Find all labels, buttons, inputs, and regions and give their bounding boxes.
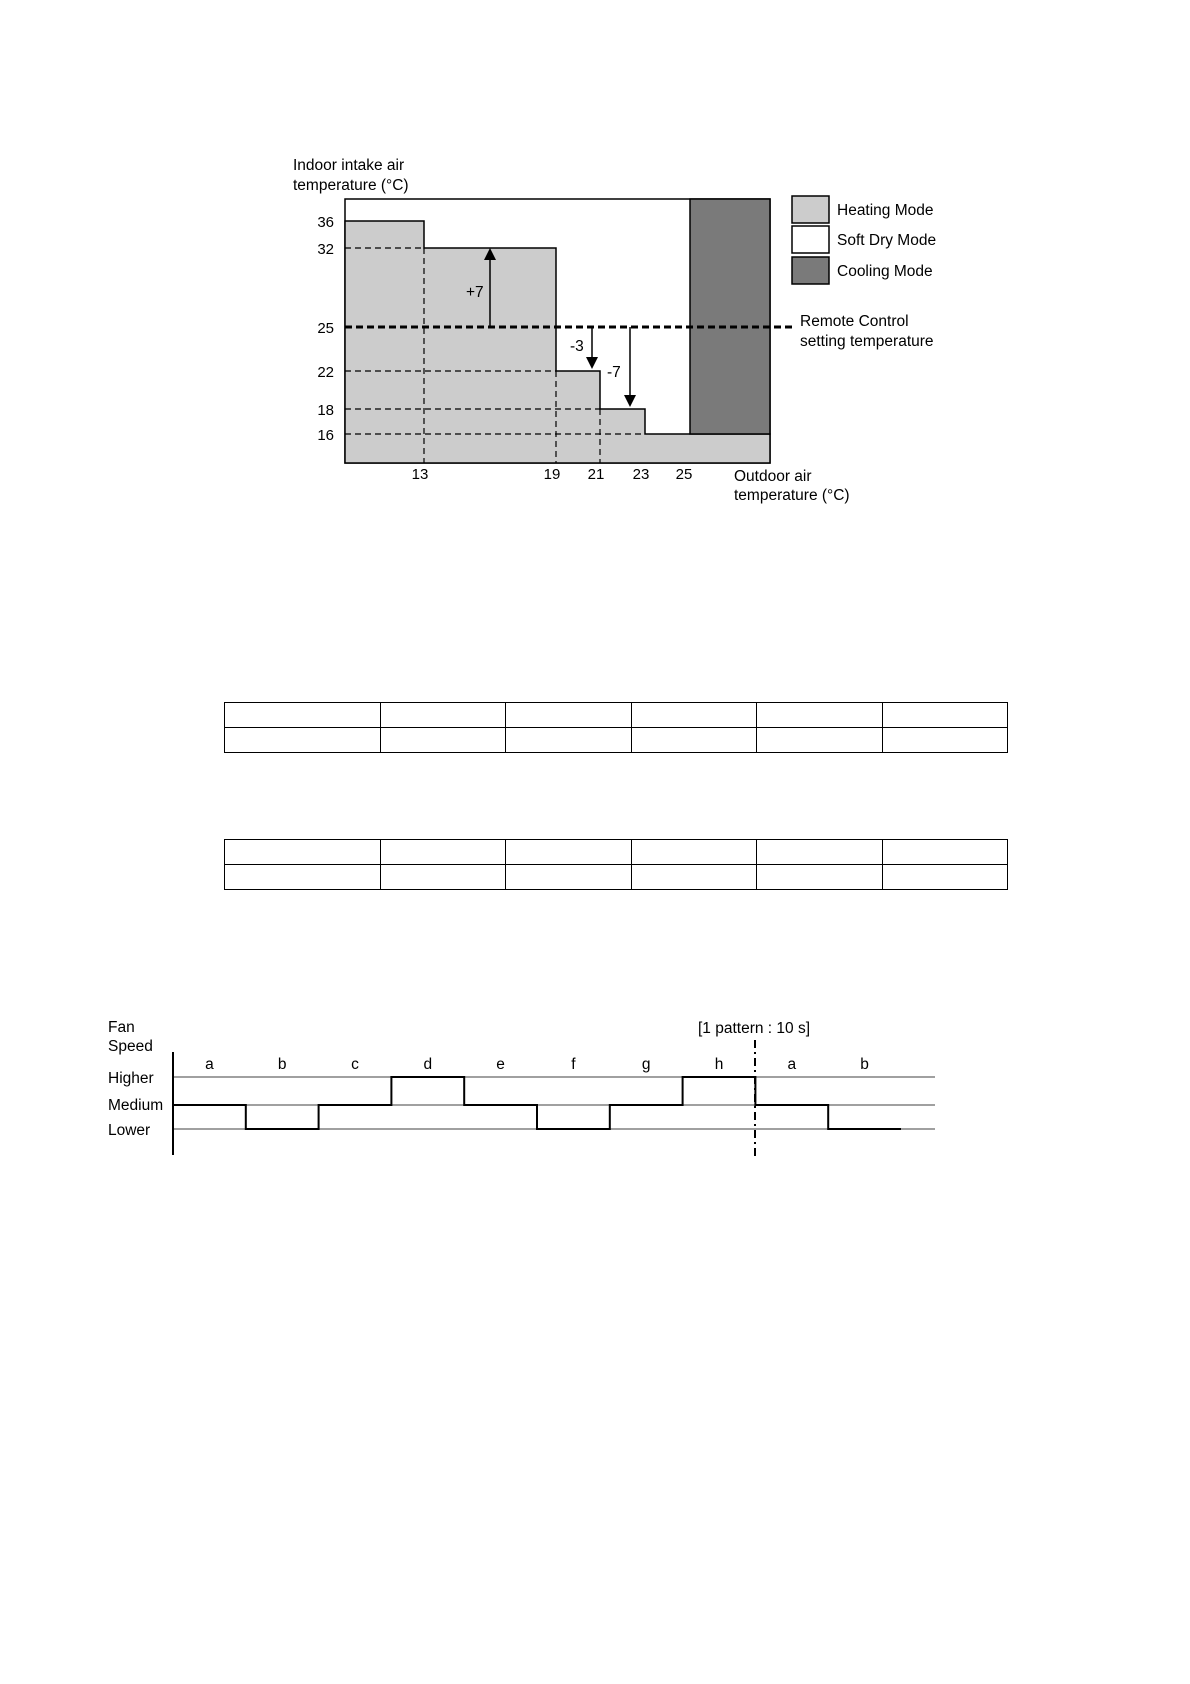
y-axis-label-line2: temperature (°C): [293, 177, 409, 194]
x-tick-labels: [412, 466, 693, 483]
fan-y-axis-label-line2: Speed: [108, 1038, 153, 1055]
table-cell: [225, 865, 381, 890]
table-cell: [381, 840, 506, 865]
table-cell: [882, 728, 1007, 753]
table-cell: [757, 703, 882, 728]
fan-speed-trace: [173, 1077, 901, 1129]
y-axis-label: Indoor intake air: [293, 157, 405, 174]
fan-segment-label: h: [714, 1056, 724, 1073]
fan-level-medium: Medium: [108, 1097, 164, 1114]
y-tick-labels: [317, 214, 334, 444]
fan-segment-label: d: [423, 1056, 433, 1073]
table-cell: [631, 703, 756, 728]
fan-segment-labels: [205, 1056, 869, 1073]
legend-swatch-cooling: [792, 257, 829, 284]
fan-speed-chart: [0, 1000, 1190, 1190]
table-cell: [225, 703, 381, 728]
table-1: [224, 702, 1008, 753]
fan-segment-label: g: [641, 1056, 651, 1073]
table-cell: [631, 865, 756, 890]
table-cell: [882, 703, 1007, 728]
legend: [792, 196, 936, 284]
y-tick: 25: [317, 320, 334, 337]
x-tick: 23: [632, 466, 650, 483]
setting-temperature-label-line2: setting temperature: [800, 333, 934, 350]
table-row: [225, 865, 1008, 890]
table-cell: [757, 728, 882, 753]
fan-level-lines: [173, 1077, 935, 1129]
table-cell: [225, 728, 381, 753]
table-cell: [757, 840, 882, 865]
x-tick: 13: [411, 466, 429, 483]
y-tick: 36: [317, 214, 334, 231]
fan-segment-label: b: [860, 1056, 869, 1073]
table-row: [225, 728, 1008, 753]
mode-chart: [0, 0, 1190, 560]
fan-segment-label: b: [277, 1056, 287, 1073]
x-tick: 25: [675, 466, 693, 483]
fan-level-higher: Higher: [108, 1070, 154, 1087]
legend-label-cooling: Cooling Mode: [837, 263, 933, 280]
x-tick: 21: [587, 466, 605, 483]
table-cell: [506, 865, 631, 890]
table-cell: [381, 703, 506, 728]
y-tick: 32: [317, 241, 334, 258]
table-cell: [882, 840, 1007, 865]
table-2: [224, 839, 1008, 890]
legend-swatch-heating: [792, 196, 829, 223]
table-row: [225, 840, 1008, 865]
table-cell: [631, 728, 756, 753]
fan-segment-label: e: [496, 1056, 505, 1073]
fan-segment-label: a: [205, 1056, 214, 1073]
table-cell: [757, 865, 882, 890]
fan-segment-label: c: [351, 1056, 359, 1073]
x-axis-label: Outdoor air: [734, 468, 812, 485]
x-axis-label-line2: temperature (°C): [734, 487, 850, 504]
table-cell: [506, 728, 631, 753]
cooling-mode-region: [690, 199, 770, 434]
table-cell: [506, 703, 631, 728]
pattern-label: [1 pattern : 10 s]: [698, 1020, 811, 1037]
table-cell: [381, 728, 506, 753]
legend-label-heating: Heating Mode: [837, 202, 934, 219]
x-tick: 19: [543, 466, 561, 483]
setting-temperature-label: Remote Control: [800, 313, 909, 330]
annotation-minus3: -3: [570, 338, 584, 355]
fan-segment-label: f: [571, 1056, 576, 1073]
y-tick: 16: [317, 427, 334, 444]
fan-level-lower: Lower: [108, 1122, 151, 1139]
annotation-minus7: -7: [607, 364, 621, 381]
table-cell: [631, 840, 756, 865]
y-tick: 22: [317, 364, 334, 381]
table-cell: [506, 840, 631, 865]
table-cell: [882, 865, 1007, 890]
fan-y-axis-label: Fan: [108, 1019, 135, 1036]
table-cell: [381, 865, 506, 890]
legend-label-soft-dry: Soft Dry Mode: [837, 232, 937, 249]
legend-swatch-soft-dry: [792, 226, 829, 253]
table-cell: [225, 840, 381, 865]
y-tick: 18: [317, 402, 334, 419]
fan-segment-label: a: [787, 1056, 797, 1073]
table-row: [225, 703, 1008, 728]
annotation-plus7: +7: [466, 284, 484, 301]
